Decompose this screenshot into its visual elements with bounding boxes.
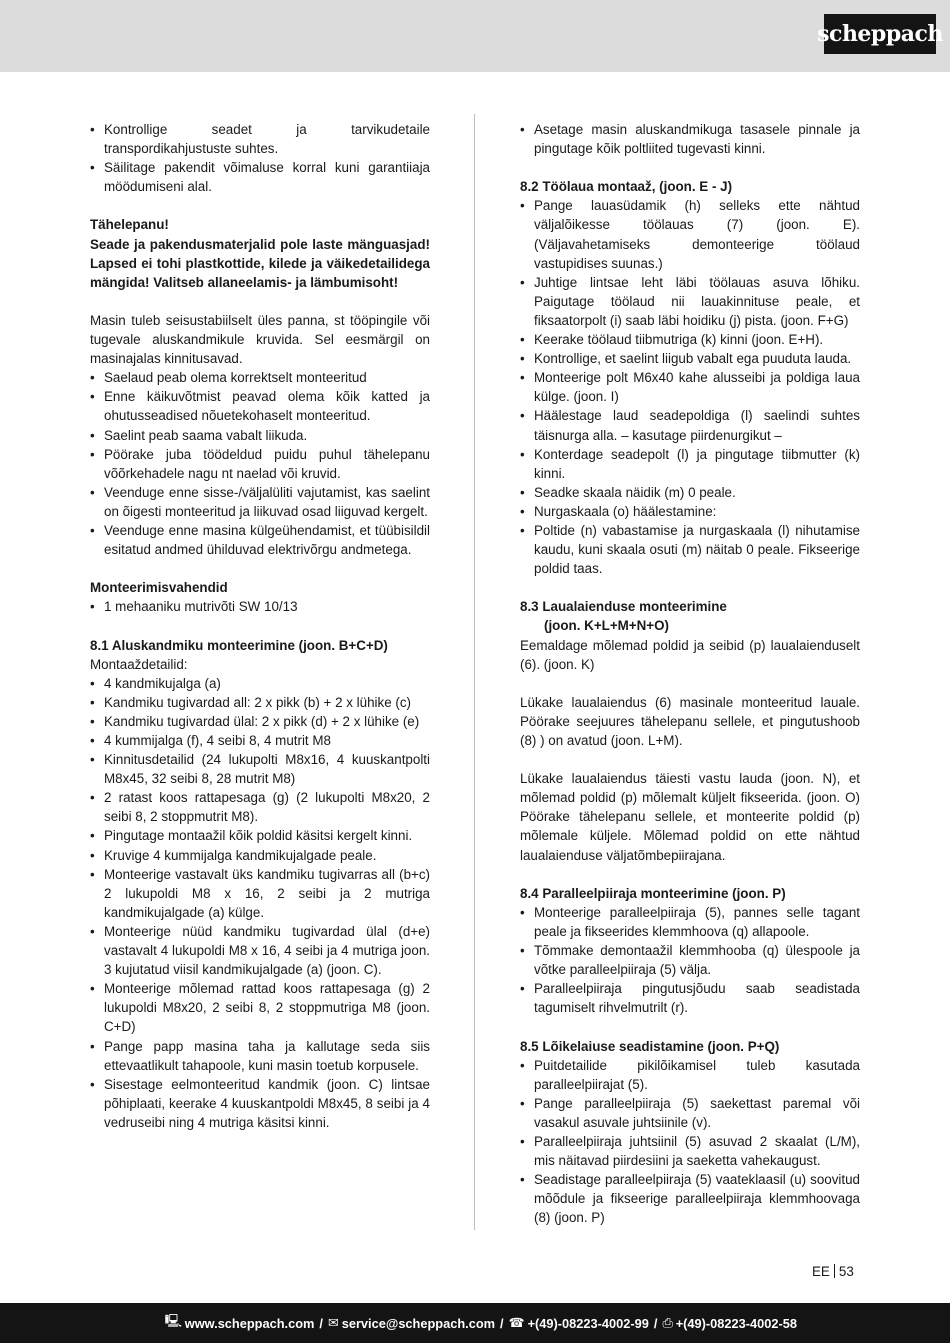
bullet-item: • Kinnitusdetailid (24 lukupolti M8x16, 4 kuuskantpolti M8x45, 32 seibi 8, 28 mutrit M8) [90,750,430,788]
section-heading: Tähelepanu! [90,217,169,233]
bullet-item: • Monteerige nüüd kandmiku tugivardad ülal (d+e) vastavalt 4 lukupoldi M8 x 16, 4 seibi ja 4 mutriga joon. 3 kujutatud viisil kandmikujalgade (a) (joon. C). [90,922,430,979]
bullet-item: • Juhtige lintsae leht läbi töölauas asuva lõhiku. Paigutage töölaud nii lauakinnituse peale, et fiksaatorpolt (i) saab läbi hoidiku (j) pista. (joon. F+G) [520,273,860,330]
bullet-item: • Tõmmake demontaažil klemmhooba (q) ülespoole ja võtke paralleelpiiraja (5) välja. [520,941,860,979]
bullet-item: • Poltide (n) vabastamise ja nurgaskaala (l) nihutamise kaudu, kuni skaala osuti (m) näitab 0 peale. Fikseerige poldid taas. [520,521,860,578]
mail-icon: ✉ [327,1315,339,1330]
bullet-item: • Kandmiku tugivardad all: 2 x pikk (b) + 2 x lühike (c) [90,693,430,712]
bullet-item: • Pingutage montaažil kõik poldid käsitsi kergelt kinni. [90,826,430,845]
spacer [520,865,860,884]
page-number [812,1264,854,1279]
computer-icon: 🖳 [164,1313,182,1328]
paragraph: Lükake laualaiendus täiesti vastu lauda (joon. N), et mõlemad poldid (p) mõlemalt küljelt fikseerida. (joon. O) Pöörake tähelepanu sellele, et monteerite poldid (p) mõlemale küljele. Mõlemad poldid on ette nähtud laualaienduse väljatõmbepiirajana. [520,771,860,863]
paragraph: Masin tuleb seisustabiilselt üles panna, st tööpingile või tugevale aluskandmikule kruvida. Sel eesmärgil on masinajalas kinnitusavad. [90,312,430,367]
bullet-item: • Monteerige paralleelpiiraja (5), pannes selle tagant peale ja fikseerides klemmhoova (q) allapoole. [520,903,860,941]
bullet-item: • Pange papp masina taha ja kallutage seda siis ettevaatlikult tahapoole, kuni masin toetub korpusele. [90,1037,430,1075]
bullet-item: • Sisestage eelmonteeritud kandmik (joon. C) lintsae põhiplaati, keerake 4 kuuskantpoldi M8x45, 8 seibi ja 4 vedruseibi ning 4 mutriga käsitsi kinni. [90,1075,430,1132]
scheppach-logo: scheppach [824,14,936,54]
bullet-item: • Seadistage paralleelpiiraja (5) vaateklaasil (u) soovitud mõõdule ja fikseerige paralleelpiiraja klemmhoovaga (8) (joon. P) [520,1170,860,1227]
section-heading: 8.2 Töölaua montaaž, (joon. E - J) [520,179,733,195]
right-column [520,120,860,1227]
bullet-item: • Kontrollige, et saelint liigub vabalt ega puuduta lauda. [520,349,860,368]
section-heading: Seade ja pakendusmaterjalid pole laste mänguasjad! Lapsed ei tohi plastkottide, kilede ja väikedetailidega mängida! Valitseb allaneelamis- ja lämbumisoht! [90,236,430,290]
bullet-item: • Kandmiku tugivardad ülal: 2 x pikk (d) + 2 x lühike (e) [90,712,430,731]
section-heading: Monteerimisvahendid [90,580,228,596]
footer-fax: +(49)-08223-4002-58 [675,1315,797,1331]
bullet-item: • Saelaud peab olema korrektselt monteeritud [90,368,430,387]
page-number-separator [834,1264,835,1278]
section-heading: 8.5 Lõikelaiuse seadistamine (joon. P+Q) [520,1038,780,1054]
bullet-item: • 2 ratast koos rattapesaga (g) (2 lukupolti M8x20, 2 seibi 8, 2 stoppmutrit M8). [90,788,430,826]
bullet-item: • Seadke skaala näidik (m) 0 peale. [520,483,860,502]
bullet-list [90,120,430,196]
column-divider [474,114,475,1230]
footer-website[interactable]: www.scheppach.com [184,1315,315,1331]
bullet-list [90,597,430,616]
bullet-item: • Kruvige 4 kummijalga kandmikujalgade peale. [90,846,430,865]
bullet-item: • Pange paralleelpiiraja (5) saekettast paremal või vasakul asuvale juhtsiinile (v). [520,1094,860,1132]
phone-icon: ☎ [508,1315,525,1330]
footer-bar [0,1303,950,1343]
bullet-item: • Monteerige vastavalt üks kandmiku tugivarras all (b+c) 2 lukupoldi M8 x 16, 2 seibi ja 2 mutriga kandmikujalgade (a) külge. [90,865,430,922]
bullet-item: • 4 kummijalga (f), 4 seibi 8, 4 mutrit M8 [90,731,430,750]
bullet-item: • Saelint peab saama vabalt liikuda. [90,426,430,445]
language-code: EE [812,1264,830,1279]
header-band [0,0,950,72]
bullet-item: • Kontrollige seadet ja tarvikudetaile transpordikahjustuste suhtes. [90,120,430,158]
paragraph: Lükake laualaiendus (6) masinale monteeritud lauale. Pöörake seejuures tähelepanu sellele, et pingutushoob (8) ) on avatud (joon. L+M). [520,694,860,748]
bullet-list [520,196,860,578]
left-column [90,120,430,1132]
footer-separator: / [653,1315,658,1331]
paragraph: Eemaldage mõlemad poldid ja seibid (p) laualaienduselt (6). (joon. K) [520,637,860,672]
footer-separator: / [319,1315,323,1331]
bullet-list [520,120,860,158]
section-heading: 8.1 Aluskandmiku monteerimine (joon. B+C+D) [90,637,388,653]
bullet-list [90,368,430,559]
bullet-list [90,674,430,1132]
bullet-item: • Keerake töölaud tiibmutriga (k) kinni (joon. E+H). [520,330,860,349]
section-heading: (joon. K+L+M+N+O) [544,618,669,634]
spacer [90,292,430,311]
spacer [90,616,430,635]
bullet-item: • Enne käikuvõtmist peavad olema kõik katted ja ohutusseadised nõuetekohaselt monteeritud. [90,387,430,425]
spacer [520,158,860,177]
bullet-item: • Monteerige mõlemad rattad koos rattapesaga (g) 2 lukupoldi M8x20, 2 seibi 8, 2 stoppmutriga M8 (joon. C+D) [90,979,430,1036]
fax-icon: ⎙ [662,1315,673,1330]
bullet-item: • Säilitage pakendit võimaluse korral kuni garantiiaja möödumiseni alal. [90,158,430,196]
bullet-item: • 4 kandmikujalga (a) [90,674,430,693]
spacer [520,750,860,769]
bullet-item: • Pöörake juba töödeldud puidu puhul tähelepanu võõrkehadele nagu nt naelad või kruvid. [90,445,430,483]
bullet-list [520,1056,860,1228]
spacer [90,196,430,215]
bullet-list [520,903,860,1018]
spacer [520,674,860,693]
bullet-item: • Häälestage laud seadepoldiga (l) saelindi suhtes täisnurga alla. – kasutage piirdenurgikut – [520,406,860,444]
section-heading: 8.3 Laualaienduse monteerimine [520,599,727,615]
bullet-item: • Monteerige polt M6x40 kahe alusseibi ja poldiga laua külge. (joon. I) [520,368,860,406]
footer-email[interactable]: service@scheppach.com [341,1315,496,1331]
spacer [90,559,430,578]
bullet-item: • Paralleelpiiraja pingutusjõudu saab seadistada tagumiselt rihvelmutrilt (r). [520,979,860,1017]
footer-phone: +(49)-08223-4002-99 [527,1315,649,1331]
footer-separator: / [500,1315,504,1331]
spacer [520,1017,860,1036]
paragraph: Montaaždetailid: [90,656,188,672]
bullet-item: • Veenduge enne masina külgeühendamist, et tüübisildil esitatud andmed ühilduvad elektrivõrgu andmetega. [90,521,430,559]
page-number-value: 53 [838,1264,854,1279]
section-heading: 8.4 Paralleelpiiraja monteerimine (joon. P) [520,885,786,901]
bullet-item: • 1 mehaaniku mutrivõti SW 10/13 [90,597,430,616]
bullet-item: • Veenduge enne sisse-/väljalüliti vajutamist, kas saelint on õigesti monteeritud ja liikuvad osad liiguvad kergelt. [90,483,430,521]
bullet-item: • Pange lauasüdamik (h) selleks ette nähtud väljalõikesse töölauas (7) (joon. E). (Väljavahetamiseks demonteerige töölaud vastupidises suunas.) [520,196,860,272]
bullet-item: • Konterdage seadepolt (l) ja pingutage tiibmutter (k) kinni. [520,445,860,483]
bullet-item: • Asetage masin aluskandmikuga tasasele pinnale ja pingutage kõik poltliited tugevasti kinni. [520,120,860,158]
bullet-item: • Puitdetailide pikilõikamisel tuleb kasutada paralleelpiirajat (5). [520,1056,860,1094]
bullet-item: • Nurgaskaala (o) häälestamine: [520,502,860,521]
bullet-item: • Paralleelpiiraja juhtsiinil (5) asuvad 2 skaalat (L/M), mis näitavad piirdesiini ja saeketta vahekaugust. [520,1132,860,1170]
spacer [520,578,860,597]
